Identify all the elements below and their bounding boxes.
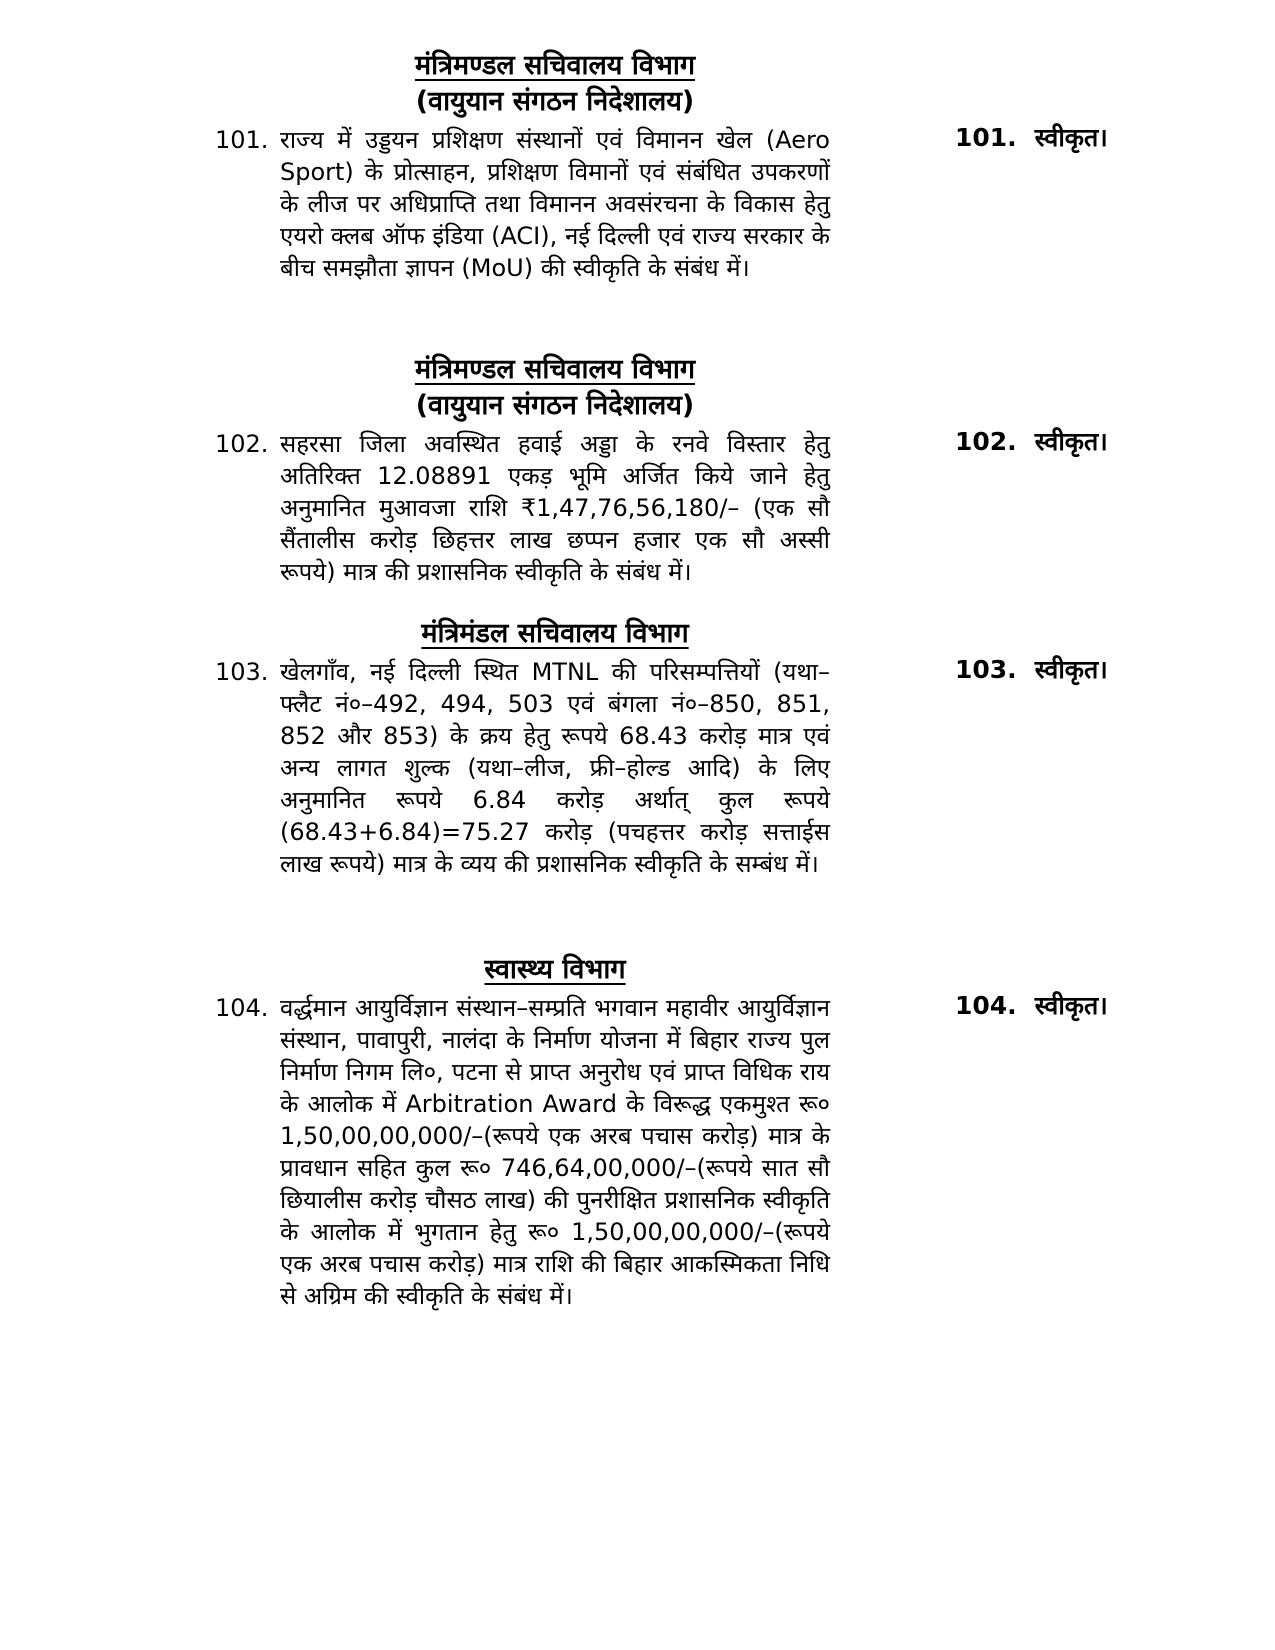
section-heading: स्वास्थ्य विभाग [484, 954, 626, 985]
item-text: सहरसा जिला अवस्थित हवाई अड्डा के रनवे विस्तार हेतु अतिरिक्त 12.08891 एकड़ भूमि अर्जित किये जाने हेतु अनुमानित मुआवजा राशि ₹1,47,76,56,180/– (एक सौ सैंतालीस करोड़ छिहत्तर लाख छप्पन हजार एक सौ अस्सी रूपये) मात्र की प्रशासनिक स्वीकृति के संबंध में। [280, 430, 830, 586]
section-health-department-104 [215, 952, 835, 1312]
agenda-item-102 [215, 428, 835, 588]
decision-number: 101. [955, 123, 1017, 152]
section-cabinet-secretariat-101 [215, 48, 835, 284]
decision-102 [955, 426, 1108, 458]
section-heading: मंत्रिमंडल सचिवालय विभाग [421, 618, 689, 649]
decision-number: 102. [955, 427, 1017, 456]
decision-label: स्वीकृत। [1034, 123, 1108, 152]
item-text: वर्द्धमान आयुर्विज्ञान संस्थान–सम्प्रति भगवान महावीर आयुर्विज्ञान संस्थान, पावापुरी, नालंदा के निर्माण योजना में बिहार राज्य पुल निर्माण निगम लि०, पटना से प्राप्त अनुरोध एवं प्राप्त विधिक राय के आलोक में Arbitration Award के विरूद्ध एकमुश्त रू० 1,50,00,00,000/–(रूपये एक अरब पचास करोड़) मात्र के प्रावधान सहित कुल रू० 746,64,00,000/–(रूपये सात सौ छियालीस करोड़ चौसठ लाख) की पुनरीक्षित प्रशासनिक स्वीकृति के आलोक में भुगतान हेतु रू० 1,50,00,00,000/–(रूपये एक अरब पचास करोड़) मात्र राशि की बिहार आकस्मिकता निधि से अग्रिम की स्वीकृति के संबंध में। [280, 994, 830, 1310]
decision-number: 104. [955, 991, 1017, 1020]
section-cabinet-secretariat-103 [215, 616, 835, 880]
section-cabinet-secretariat-102 [215, 352, 835, 588]
section-heading: मंत्रिमण्डल सचिवालय विभाग [414, 50, 696, 81]
decision-label: स्वीकृत। [1034, 427, 1108, 456]
section-subheading: (वायुयान संगठन निदेशालय) [415, 86, 695, 117]
agenda-item-101 [215, 124, 835, 284]
decision-number: 103. [955, 655, 1017, 684]
agenda-item-103 [215, 656, 835, 880]
item-number: 103. [215, 658, 269, 686]
decision-label: स्वीकृत। [1034, 991, 1108, 1020]
item-number: 101. [215, 126, 269, 154]
agenda-item-104 [215, 992, 835, 1312]
item-number: 102. [215, 430, 269, 458]
item-text: खेलगाँव, नई दिल्ली स्थित MTNL की परिसम्पत्तियों (यथा–फ्लैट नं०–492, 494, 503 एवं बंगला नं०–850, 851, 852 और 853) के क्रय हेतु रूपये 68.43 करोड़ मात्र एवं अन्य लागत शुल्क (यथा–लीज, फ्री–होल्ड आदि) के लिए अनुमानित रूपये 6.84 करोड़ अर्थात् कुल रूपये (68.43+6.84)=75.27 करोड़ (पचहत्तर करोड़ सत्ताईस लाख रूपये) मात्र के व्यय की प्रशासनिक स्वीकृति के सम्बंध में। [280, 658, 830, 878]
decision-103 [955, 654, 1108, 686]
section-heading: मंत्रिमण्डल सचिवालय विभाग [414, 354, 696, 385]
decision-label: स्वीकृत। [1034, 655, 1108, 684]
decision-104 [955, 990, 1108, 1022]
section-subheading: (वायुयान संगठन निदेशालय) [415, 390, 695, 421]
item-text: राज्य में उड्डयन प्रशिक्षण संस्थानों एवं विमानन खेल (Aero Sport) के प्रोत्साहन, प्रशिक्षण विमानों एवं संबंधित उपकरणों के लीज पर अधिप्राप्ति तथा विमानन अवसंरचना के विकास हेतु एयरो क्लब ऑफ इंडिया (ACI), नई दिल्ली एवं राज्य सरकार के बीच समझौता ज्ञापन (MoU) की स्वीकृति के संबंध में। [280, 126, 830, 282]
item-number: 104. [215, 994, 269, 1022]
decision-101 [955, 122, 1108, 154]
